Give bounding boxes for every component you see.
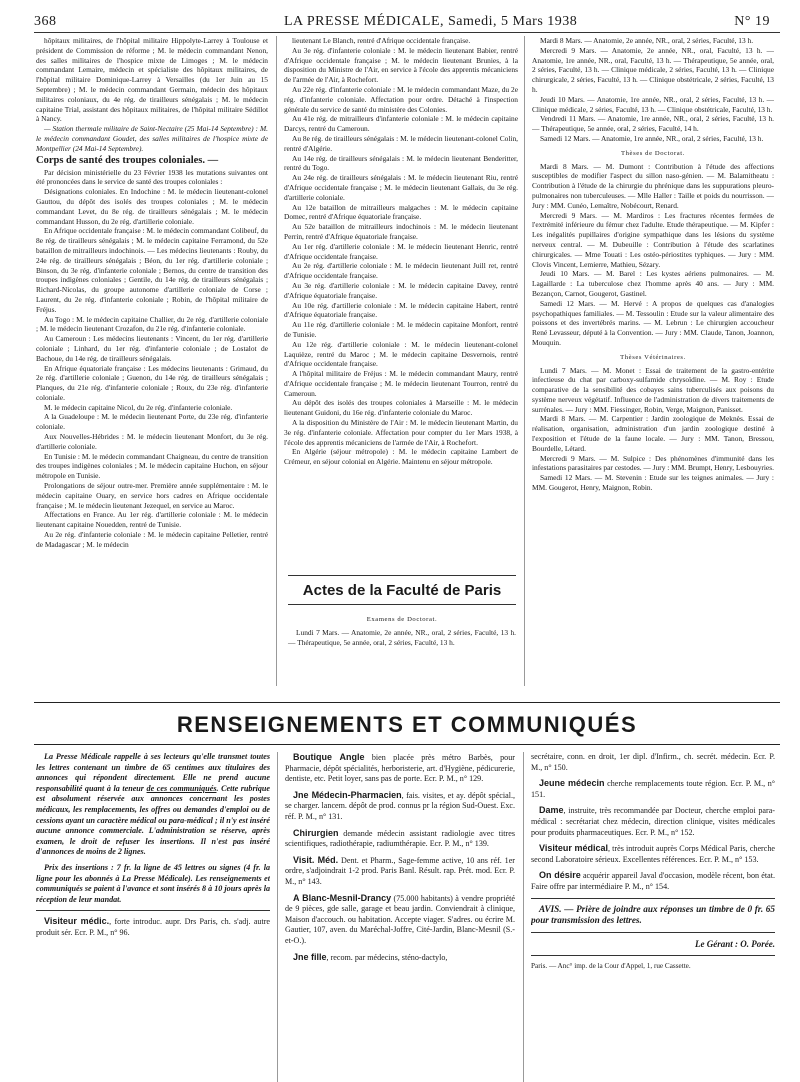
header-rule xyxy=(34,32,780,33)
paragraph: Au 14e rég. de tirailleurs sénégalais : M. le médecin lieutenant Benderitter, rentré du Togo. xyxy=(284,153,518,173)
paragraph: Au 10e rég. d'artillerie coloniale : M. le médecin capitaine Habert, rentré d'Afrique équatoriale française. xyxy=(284,300,518,320)
ad-lead: Boutique Angle xyxy=(293,752,365,762)
paragraph: Samedi 12 Mars. — M. Hervé : A propos de quelques cas d'analogies psychopathiques familiales. — M. Tessoulin : Etude sur la valeur alimentaire des poissons et des invertébrés marins. — M. Lebrun : Le chirurgien accoucheur René Levasseur, député à la Convention. — Jury : MM. Claude, Tanon, Joannon, Mouquin. xyxy=(532,298,774,347)
issue-number: N° 19 xyxy=(734,14,770,29)
gerant-signature: Le Gérant : O. Porée. xyxy=(695,938,775,949)
subsection-title: Thèses Vétérinaires. xyxy=(620,353,686,361)
column-divider xyxy=(524,36,525,686)
ad-text: Dent. et Pharm., Sage-femme active, 10 ans réf. 1er ordre, s'adjoindrait 1-2 prod. Paris Banl. Résult. rap. Prét. mod. Ecr. P. M., n° 143. xyxy=(285,855,515,886)
avis-notice: AVIS. — Prière de joindre aux réponses un timbre de 0 fr. 65 pour transmission des lettres. xyxy=(531,903,775,926)
column-2 xyxy=(284,36,518,570)
notice-text: . Cette rubrique est absolument réservée aux annonces concernant les postes médicaux, les remplacements, les offres ou demandes d'emploi ou de cessions ayant un caractère médical ou para-médical ; il n'y est inséré aucune annonce commerciale. L'administration se réserve, après examen, le droit de refuser les insertions. Il n'est pas inséré d'annonces de moins de 2 lignes. xyxy=(36,783,270,857)
section-rule xyxy=(34,744,780,745)
ad-lead: Visit. Méd. xyxy=(293,854,339,865)
faculty-section xyxy=(288,610,516,647)
paragraph: hôpitaux militaires, de l'hôpital militaire Hippolyte-Larrey à Toulouse et président de Commission de réforme ; M. le médecin commandant Nenon, des salles militaires de l'hospice mixte de Limoges ; M. le médecin commandant Lemaire, médecin et spécialiste des hôpitaux militaires, de l'hôpital militaire Dominique-Larrey à Versailles (du 1er Juin au 15 Septembre) ; M. le médecin commandant Germain, médecin des hôpitaux militaires coloniaux, du 4e rég. de tirailleurs sénégalais ; M. le médecin capitaine Trial, assistant des hôpitaux militaires, de l'hôpital militaire Sédillot à Nancy. xyxy=(36,36,268,124)
ad-text: , fais. visites, et ay. dépôt spécial., se charger. lancem. dépôt de prod. connus pr la région Sud-Ouest. Exc. réf. P. M., n° 131. xyxy=(285,790,515,821)
classified-ad xyxy=(531,778,775,800)
ad-text: , recom. par médecins, sténo-dactylo, xyxy=(326,952,448,962)
ad-lead: Jne fille xyxy=(293,951,327,962)
paragraph: Mardi 8 Mars. — M. Dumont : Contribution à l'étude des affections susceptibles de modifier l'aspect du sillon naso-génien. — M. Balamitheatu : Contribution à l'étude de la chirurgie du phrénique dans les suppurations pleuro-pulmonaires non tuberculeuses. — Mlle Haller : Taille et poids du nourrisson. — Jury : MM. Cunéo, Lemaître, Nobécourt, Renard. xyxy=(532,161,774,210)
ad-lead: A Blanc-Mesnil-Drancy xyxy=(293,892,392,903)
paragraph: Au 12e bataillon de mitrailleurs malgaches : M. le médecin capitaine Domec, rentré d'Afrique équatoriale française. xyxy=(284,202,518,222)
column-3 xyxy=(532,36,774,690)
column-divider xyxy=(276,36,277,686)
classified-ad xyxy=(531,805,775,838)
ad-lead: On désire xyxy=(539,870,581,881)
paragraph: Au 22e rég. d'infanterie coloniale : M. le médecin commandant Maze, du 2e rég. d'infanterie coloniale. Affectation pour ordre. Détaché à l'inspection générale du service de santé du ministère des Colonies. xyxy=(284,84,518,114)
paragraph: Au 41e rég. de mitrailleurs d'infanterie coloniale : M. le médecin capitaine Darcys, rentré du Cameroun. xyxy=(284,114,518,134)
paragraph: En Afrique occidentale française : M. le médecin commandant Colibeuf, du 8e rég. de tirailleurs sénégalais ; M. le médecin capitaine Ferramond, du 52e bataillon de mitrailleurs indochinois. — Les médecins lieutenants : Rouby, du 24e rég. de tirailleurs sénégalais ; Béon, du 1er rég. d'artillerie coloniale ; Binson, du 3e rég. d'infanterie coloniale ; Bernos, du centre de transition des troupes indigènes coloniales ; Gentile, du 14e rég. de tirailleurs sénégalais ; Richard-Nicolas, du groupe autonome d'artillerie coloniale de Corse ; Laurent, du 2e rég. d'infanterie coloniale ; Robin, de l'hôpital militaire de Fréjus. xyxy=(36,226,268,314)
paragraph: Au 24e rég. de tirailleurs sénégalais : M. le médecin lieutenant Riu, rentré d'Afrique occidentale française ; M. le médecin lieutenant Gallais, du 3e rég. d'artillerie coloniale. xyxy=(284,173,518,202)
classified-ad xyxy=(285,752,515,785)
notice-text: La Presse Médicale rappelle à ses lecteurs qu'elle transmet toutes les lettres contenant un timbre de 65 centimes aux titulaires des annonces qui répondent directement. Elle ne prend aucune responsabilité quant à la teneur xyxy=(36,752,270,793)
classified-ad xyxy=(285,893,515,947)
printer-imprint: Paris. — Anc° imp. de la Cour d'Appel, 1, rue Cassette. xyxy=(531,962,691,971)
classifieds-column-1 xyxy=(36,752,270,1082)
rule xyxy=(531,932,775,933)
faculty-rule-top xyxy=(288,575,516,576)
classifieds-column-3 xyxy=(531,752,775,1082)
paragraph: Samedi 12 Mars. — Anatomie, 1re année, NR., oral, 2 séries, Faculté, 13 h. xyxy=(540,133,764,143)
paragraph: Mercredi 9 Mars. — M. Sulpice : Des phénomènes d'immunité dans les infestations parasitaires par cestodes. — Jury : MM. Brumpt, Henry, Lesbouyries. xyxy=(532,453,774,473)
paragraph: Au 1er rég. d'artillerie coloniale : M. le médecin lieutenant Henric, rentré d'Afrique occidentale française. xyxy=(284,241,518,261)
paragraph: Affectations en France. Au 1er rég. d'artillerie coloniale : M. le médecin lieutenant capitaine Nouedden, rentré de Tunisie. xyxy=(36,510,268,530)
ad-lead: Chirurgien xyxy=(293,827,339,838)
ad-lead: Jne Médecin-Pharmacien xyxy=(293,789,402,800)
paragraph: Mardi 8 Mars. — Anatomie, 2e année, NR., oral, 2 séries, Faculté, 13 h. xyxy=(540,36,754,45)
paragraph: Au 12e rég. d'artillerie coloniale : M. le médecin lieutenant-colonel Laquièze, rentré du Maroc ; M. le médecin capitaine Desvernois, rentré d'Afrique occidentale française. xyxy=(284,339,518,369)
faculty-subtitle: Examens de Doctorat. xyxy=(366,616,438,623)
section-rule xyxy=(34,702,780,703)
ad-text: (75.000 habitants) à vendre propriété de 9 pièces, gde salle, garage et beau jardin. Conviendrait à clinique, Maison d'accouch. ou habitation. Accepte viager. S'adres. ou écrire M. Gautier, 107, aven. du Maréchal-Joffre, Cité-Jardin, Blanc-Mesnil (S.-et-O.). xyxy=(285,893,515,945)
classified-ad xyxy=(531,870,775,892)
column-1 xyxy=(36,36,268,684)
faculty-rule-bottom xyxy=(288,604,516,605)
paragraph: Samedi 12 Mars. — M. Stevenin : Etude sur les teignes animales. — Jury : MM. Gougerot, Henry, Maignon, Robin. xyxy=(532,473,774,493)
paragraph: Au 2e rég. d'infanterie coloniale : M. le médecin capitaine Pelletier, rentré de Madagascar ; M. le médecin xyxy=(36,530,268,549)
paragraph: A la Guadeloupe : M. le médecin lieutenant Porte, du 23e rég. d'infanterie coloniale. xyxy=(36,412,268,432)
paragraph: En Tunisie : M. le médecin commandant Chaigneau, du centre de transition des troupes indigènes coloniales ; M. le médecin capitaine Huchon, en séjour métropole en Tunisie. xyxy=(36,451,268,481)
ad-text: acquérir appareil Javal d'occasion, modèle récent, bon état. Faire offre par intermédiaire P. M., n° 154. xyxy=(531,871,775,891)
paragraph: Aux Nouvelles-Hébrides : M. le médecin lieutenant Monfort, du 3e rég. d'artillerie coloniale. xyxy=(36,432,268,451)
ad-text: bien placée près métro Barbès, pour Pharmacie, dépôt spécialités, herboristerie, art. d'Hygiène, pédicurerie, dentiste, etc. Petit loyer, sans pas de porte. Ecr. P. M., n° 129. xyxy=(285,753,515,784)
ad-lead: Jeune médecin xyxy=(539,778,605,789)
classified-ad xyxy=(285,952,515,964)
ad-text: cherche remplacements toute région. Ecr. P. M., n° 151. xyxy=(531,779,775,799)
ad-text: , forte introduc. aupr. Drs Paris, ch. s'adj. autre produit sér. Ecr. P. M., n° 96. xyxy=(36,917,270,937)
paragraph: Prolongations de séjour outre-mer. Première année supplémentaire : M. le médecin capitaine Ouary, en service hors cadres en Afrique occidentale française ; M. le médecin lieutenant Jezequel, en service au Maroc. xyxy=(36,481,268,510)
subsection-title: Thèses de Doctorat. xyxy=(621,149,685,157)
rule xyxy=(531,898,775,899)
classified-ad xyxy=(285,828,515,850)
ad-text: , très introduit auprès Corps Médical Paris, cherche second Laboratoire sérieux. Excellentes références. Ecr. P. M., n° 153. xyxy=(531,844,775,864)
journal-title: LA PRESSE MÉDICALE, Samedi, 5 Mars 1938 xyxy=(284,14,578,29)
classified-ad-continued: secrétaire, conn. en droit, 1er dipl. d'Infirm., ch. secrét. médecin. Ecr. P. M., n° 150. xyxy=(531,752,775,772)
classified-ad xyxy=(285,790,515,823)
paragraph: Au dépôt des isolés des troupes coloniales à Marseille : M. le médecin lieutenant Guidoni, du 16e rég. d'infanterie coloniale du Maroc. xyxy=(284,398,518,418)
faculty-section-title: Actes de la Faculté de Paris xyxy=(302,582,502,599)
ad-text: demande médecin assistant radiologie avec titres scientifiques, radiothérapie, radiumthérapie. Ecr. P. M., n° 139. xyxy=(285,828,515,849)
paragraph: Jeudi 10 Mars. — Anatomie, 1re année, NR., oral, 2 séries, Faculté, 13 h. — Clinique médicale, 2 séries, Faculté, 13 h. — Clinique obstétricale, Faculté, 13 h. xyxy=(532,94,774,114)
paragraph: Au 3e rég. d'artillerie coloniale : M. le médecin capitaine Davey, rentré d'Afrique équatoriale française. xyxy=(284,280,518,300)
paragraph: Mercredi 9 Mars. — M. Mardiros : Les fractures récentes fermées de l'extrémité inférieure du fémur chez l'adulte. Etude thérapeutique. — M. Kipfer : Les inégalités pupillaires d'origine sympathique dans les lésions du système nerveux central. — M. Dubeuille : Contribution à l'étude des scarlatines chirurgicales. — Mme Touati : Les ostéo-périostites typhiques. — Jury : MM. Clovis Vincent, Lemierre, Mathieu, Sézary. xyxy=(532,210,774,269)
prices-paragraph: Prix des insertions : 7 fr. la ligne de 45 lettres ou signes (4 fr. la ligne pour les abonnés à La Presse Médicale). Les renseignements et communiqués se paient à l'avance et sont insérés 8 à 10 jours après la réception de leur mandat. xyxy=(36,862,270,904)
paragraph: En Afrique équatoriale française : Les médecins lieutenants : Grimaud, du 2e rég. d'artillerie coloniale ; Guenon, du 14e rég. de tirailleurs sénégalais ; Planques, du 21e rég. d'infanterie coloniale ; Roux, du 23e rég. d'infanterie coloniale. xyxy=(36,363,268,402)
paragraph: A l'hôpital militaire de Fréjus : M. le médecin commandant Maury, rentré d'Afrique occidentale française ; M. le médecin lieutenant Tourron, rentré du Cameroun. xyxy=(284,369,518,398)
paragraph: Au 52e bataillon de mitrailleurs indochinois : M. le médecin lieutenant Perrin, rentré d'Afrique équatoriale française. xyxy=(284,222,518,241)
paragraph: Au 3e rég. d'infanterie coloniale : M. le médecin lieutenant Babier, rentré d'Afrique occidentale française ; M. le médecin lieutenant Brunies, à la disposition du Ministre de l'Air, en service à l'école des apprentis mécaniciens de l'armée de l'Air, à Rochefort. xyxy=(284,45,518,85)
ad-lead: Dame xyxy=(539,805,564,816)
ad-lead: Visiteur médical xyxy=(539,843,608,854)
paragraph: En Algérie (séjour métropole) : M. le médecin capitaine Lambert de Crémeur, en séjour colonial en Algérie. Maintenu en séjour métropole. xyxy=(284,447,518,467)
paragraph: — Station thermale militaire de Saint-Nectaire (25 Mai-14 Septembre) : M. le médecin commandant Goudet, des salles militaires de l'hospice mixte de Montpellier (24 Mai-14 Septembre). xyxy=(36,124,268,153)
section-title: Corps de santé des troupes coloniales. — xyxy=(36,154,219,166)
ad-text: , instruite, très recommandée par Docteur, cherche emploi para-médical : secrétariat chez médecin, direction clinique, visites médicales pour produits pharmaceutiques. Ecr. P. M., n° 152. xyxy=(531,806,775,837)
paragraph: Mardi 8 Mars. — M. Carpentier : Jardin zoologique de Meknès. Essai de réalisation, organisation, administration d'un jardin zoologique destiné à l'exposition et l'étude de la faune locale. — Jury : MM. Tanon, Bressou, Bourdelle, Létard. xyxy=(532,414,774,453)
paragraph: Au Cameroun : Les médecins lieutenants : Vincent, du 1er rég. d'artillerie coloniale ; Linhard, du 1er rég. d'infanterie coloniale ; de Lostalot de Bachoue, du 14e rég. de tirailleurs sénégalais. xyxy=(36,334,268,363)
notice-underlined: de ces communiqués xyxy=(146,783,217,793)
paragraph: Par décision ministérielle du 23 Février 1938 les mutations suivantes ont été prononcées dans le service de santé des troupes coloniales : xyxy=(36,167,268,187)
paragraph: Au Togo : M. le médecin capitaine Challier, du 2e rég. d'artillerie coloniale ; M. le médecin lieutenant Crozafon, du 21e rég. d'infanterie coloniale. xyxy=(36,314,268,334)
paragraph: Vendredi 11 Mars. — Anatomie, 1re année, NR., oral, 2 séries, Faculté, 13 h. — Thérapeutique, 5e année, oral, 2 séries, Faculté, 14 h. xyxy=(532,114,774,134)
renseignements-title: RENSEIGNEMENTS ET COMMUNIQUÉS xyxy=(176,712,638,737)
page-number: 368 xyxy=(34,14,57,29)
paragraph: M. le médecin capitaine Nicol, du 2e rég. d'infanterie coloniale. xyxy=(44,402,233,412)
paragraph: A la disposition du Ministère de l'Air : M. le médecin lieutenant Martin, du 3e rég. d'infanterie coloniale. Affectation pour compter du 1er Mars 1938, à l'école des apprentis mécaniciens de l'armée de l'Air, à Rochefort. xyxy=(284,418,518,447)
paragraph: Lundi 7 Mars. — Anatomie, 2e année, NR., oral, 2 séries, Faculté, 13 h. — Thérapeutique, 5e année, oral, 2 séries, Faculté, 13 h. xyxy=(288,627,516,647)
paragraph: Mercredi 9 Mars. — Anatomie, 2e année, NR., oral, Faculté, 13 h. — Anatomie, 1re année, NR., oral, Faculté, 13 h. — Thérapeutique, 5e année, oral, 2 séries, Faculté, 13 h. — Clinique médicale, 2 séries, Faculté, 13 h. — Clinique chirurgicale, 2 séries, Faculté, 13 h. — Clinique obstétricale, 2 séries, Faculté, 13 h. xyxy=(532,45,774,94)
paragraph: Au 2e rég. d'artillerie coloniale : M. le médecin lieutenant Juill ret, rentré d'Afrique occidentale française. xyxy=(284,261,518,281)
classified-ad xyxy=(36,916,270,938)
page-header xyxy=(34,12,780,30)
notice-paragraph xyxy=(36,752,270,858)
paragraph: Jeudi 10 Mars. — M. Barel : Les kystes aériens pulmonaires. — M. Lagaillarde : La tuberculose chez l'homme après 40 ans. — Jury : MM. Bezançon, Carnot, Gougerot, Gastinel. xyxy=(532,269,774,298)
column-divider xyxy=(523,752,524,1082)
classifieds-column-2 xyxy=(285,752,515,1082)
classified-ad xyxy=(531,843,775,865)
paragraph: Désignations coloniales. En Indochine : M. le médecin lieutenant-colonel Gauttou, du dépôt des isolés des troupes coloniales ; M. le médecin commandant Levet, du 8e rég. de tirailleurs sénégalais ; M. le médecin commandant Husson, du 2e rég. d'artillerie coloniale. xyxy=(36,187,268,226)
column-divider xyxy=(277,752,278,1082)
rule xyxy=(531,955,775,956)
ad-lead: Visiteur médic. xyxy=(44,916,110,927)
paragraph: Lundi 7 Mars. — M. Monet : Essai de traitement de la gastro-entérite infectieuse du chat par carboxy-sulfamide chrysoïdine. — M. Roy : Etude comparative de la sensibilité des cobayes sains tuberculisés aux poisons du système nerveux végétatif. Influence de l'administration de divers traitements de surrénales. — Jury : MM. Fiessinger, Robin, Verge, Maignon, Panisset. xyxy=(532,365,774,414)
classified-ad xyxy=(285,855,515,888)
paragraph: lieutenant Le Blanch, rentré d'Afrique occidentale française. xyxy=(292,36,471,45)
paragraph: Au 11e rég. d'artillerie coloniale : M. le médecin capitaine Monfort, rentré de Tunisie. xyxy=(284,320,518,339)
rule xyxy=(36,910,270,911)
paragraph: Au 8e rég. de tirailleurs sénégalais : M. le médecin lieutenant-colonel Colin, rentré d'Algérie. xyxy=(284,133,518,153)
